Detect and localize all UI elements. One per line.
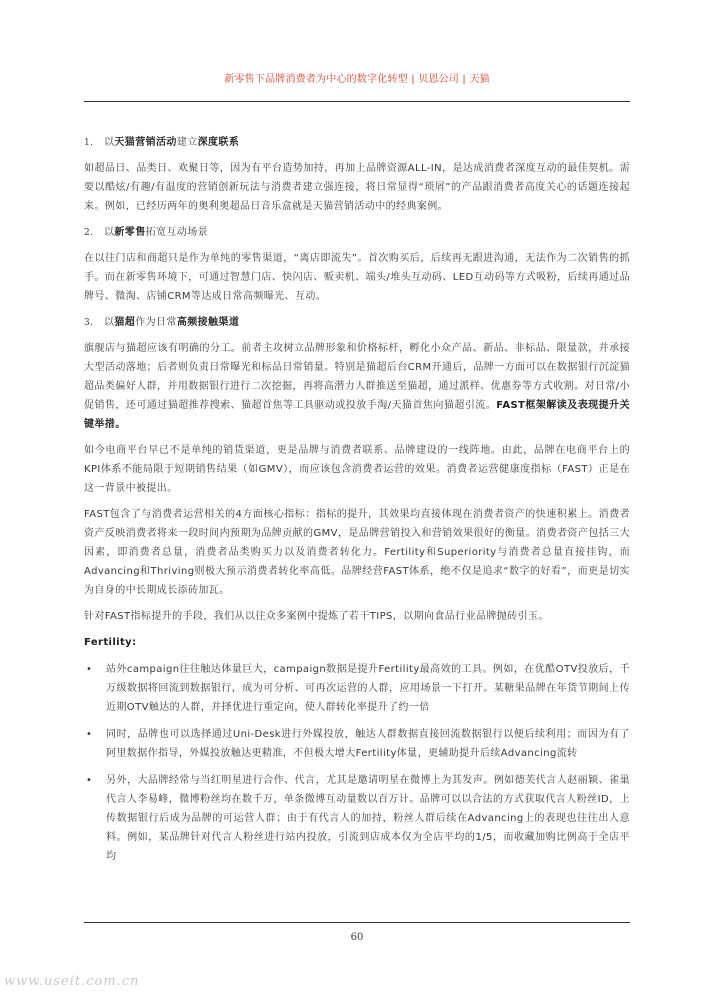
heading-bold: 深度联系: [197, 137, 240, 148]
heading-bold: 猫超: [114, 317, 136, 328]
section-number: 2.: [84, 228, 94, 238]
section-body-text: 旗舰店与猫超应该有明确的分工。前者主攻树立品牌形象和价格标杆，孵化小众产品、新品、非标品、限量款，并承接大型活动落地；后者则负责日常曝光和标品日常销量。特别是猫超后台CRM开通后，品牌一方面可以在数据银行沉淀猫超品类偏好人群，并用数据银行进行二次挖掘，再将高潜力人群推送至猫超，通过派样、优惠券等方式收割。对日常/小促销售，还可通过猫超推荐搜索、猫超首焦等工具驱动或投放手淘/天猫首焦向猫超引流。: [84, 343, 630, 411]
paragraph-fast: FAST包含了与消费者运营相关的4方面核心指标：指标的提升，其效果均直接体现在消费者资产的快速积累上。消费者资产反映消费者将来一段时间内预期为品牌贡献的GMV，是品牌营销投入和营销效果很好的衡量。消费者资产包括三大因素，即消费者总量，消费者品类购买力以及消费者转化力。Fertility和Superiority与消费者总量直接挂钩，而Advancing和Thriving则极大预示消费者转化率高低。品牌经营FAST体系，绝不仅是追求“数字的好看”，而更是切实为自身的中长期成长添砖加瓦。: [84, 509, 630, 596]
list-item: [84, 725, 630, 763]
bullet-icon: •: [86, 729, 93, 740]
heading-text: 作为日常: [135, 317, 177, 328]
list-item: [84, 771, 630, 866]
bullet-icon: •: [86, 775, 93, 786]
heading-text: 拓宽互动场景: [145, 227, 209, 238]
section-body-2: 在以往门店和商超只是作为单纯的零售渠道，“离店即流失”。首次购买后，后续再无跟进沟通，无法作为二次销售的抓手。而在新零售环境下，可通过智慧门店、快闪店、贩卖机、端头/堆头互动码、LED互动码等方式吸粉，后续再通过品牌号、微淘、店铺CRM等达成日常高频曝光、互动。: [84, 253, 630, 302]
bullet-icon: •: [86, 664, 93, 675]
header-divider: [84, 101, 630, 102]
section-body-3: [84, 339, 630, 434]
heading-bold: 高频接触渠道: [176, 317, 240, 328]
paragraph-kpi: 如今电商平台早已不是单纯的销货渠道，更是品牌与消费者联系、品牌建设的一线阵地。由此，品牌在电商平台上的KPI体系不能局限于短期销售结果（如GMV），而应该包含消费者运营的效果。消费者运营健康度指标（FAST）正是在这一背景中被提出。: [84, 445, 630, 494]
heading-bold: 新零售: [114, 227, 146, 238]
section-body-1: 如超品日、品类日、欢聚日等，因为有平台造势加持，再加上品牌资源ALL-IN，是达成消费者深度互动的最佳契机。需要以酷炫/有趣/有温度的营销创新玩法与消费者建立强连接，将日常显得“琐屑”的产品跟消费者高度关心的话题连接起来。例如，已经历两年的奥利奥超品日音乐盒就是天猫营销活动中的经典案例。: [84, 163, 630, 212]
heading-text: 建立: [176, 137, 198, 148]
section-heading-1: [84, 133, 630, 153]
list-item: [84, 660, 630, 717]
heading-text: 以: [104, 227, 115, 238]
list-item-text: 站外campaign往往触达体量巨大，campaign数据是提升Fertility最高效的工具。例如，在优酷OTV投放后，千万级数据将回流到数据银行，成为可分析、可再次运营的人群，应用场景一下打开。某糖果品牌在年货节期间上传近期OTV触达的人群，并择优进行重定向，使人群转化率提升了约一倍: [106, 664, 630, 713]
list-item-text: 同时，品牌也可以选择通过Uni-Desk进行外媒投放，触达人群数据直接回流数据银行以便后续利用；而因为有了阿里数据作指导，外媒投放触达更精准，不但极大增大Fertility体量，更辅助提升后续Advancing流转: [106, 729, 630, 759]
watermark: www.useit.com.cn: [4, 974, 140, 989]
section-body-bold-tail: FAST框架解读及表现提升关键举措。: [84, 400, 630, 430]
paragraph-tips: 针对FAST指标提升的手段，我们从以往众多案例中提炼了若干TIPS，以期向食品行业品牌抛砖引玉。: [84, 611, 549, 622]
running-header: 新零售下品牌消费者为中心的数字化转型 | 贝恩公司 | 天猫: [224, 74, 490, 85]
list-item-text: 另外，大品牌经常与当红明星进行合作、代言，尤其是邀请明星在微博上为其发声。例如德芙代言人赵丽颖、雀巢代言人李易峰，微博粉丝均在数千万，单条微博互动量数以百万计。品牌可以以合法的方式获取代言人粉丝ID，上传数据银行后成为品牌的可运营人群；由于有代言人的加持，粉丝人群后续在Advancing上的表现也往往出人意料。例如，某品牌针对代言人粉丝进行站内投放，引流到店成本仅为全店平均的1/5，而收藏加购比例高于全店平均: [106, 775, 630, 862]
section-number: 3.: [84, 318, 94, 328]
section-heading-3: [84, 313, 630, 333]
section-heading-2: [84, 223, 630, 243]
footer-divider: [84, 922, 630, 923]
page-number: 60: [350, 932, 364, 943]
bullet-list: [84, 660, 630, 866]
heading-bold: 天猫营销活动: [114, 137, 177, 148]
subheading-fertility: Fertility:: [84, 637, 137, 648]
section-number: 1.: [84, 138, 94, 148]
heading-text: 以: [104, 137, 115, 148]
main-content: [84, 133, 630, 874]
heading-text: 以: [104, 317, 115, 328]
